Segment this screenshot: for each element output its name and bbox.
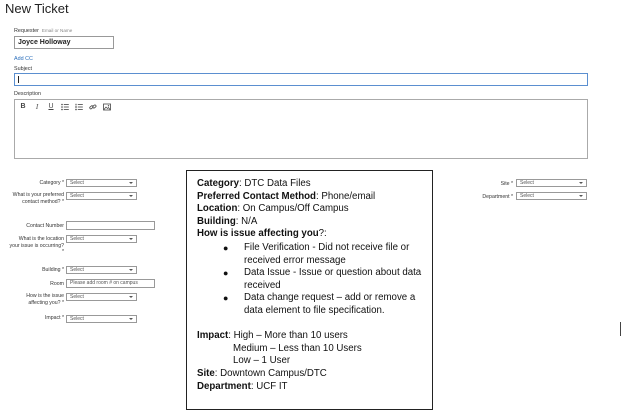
category-label: Category * xyxy=(39,180,64,186)
issue-affecting-select[interactable]: Select xyxy=(66,293,137,301)
info-impact-medium: Medium – Less than 10 Users xyxy=(233,342,362,354)
contact-number-input[interactable] xyxy=(66,221,155,230)
impact-label: Impact * xyxy=(44,315,64,321)
requester-hint: Email or Name xyxy=(41,28,73,33)
site-label: Site * xyxy=(500,181,513,187)
category-select[interactable]: Select xyxy=(66,179,137,187)
department-select[interactable]: Select xyxy=(516,192,587,200)
department-label: Department * xyxy=(482,194,513,200)
requester-label: Requester Email or Name xyxy=(14,28,73,34)
link-icon[interactable] xyxy=(89,103,97,111)
contact-method-label: What is your preferred contact method? * xyxy=(12,192,64,205)
image-icon[interactable] xyxy=(103,103,111,111)
chevron-down-icon xyxy=(129,238,133,240)
building-label: Building * xyxy=(42,267,64,273)
chevron-down-icon xyxy=(579,195,583,197)
chevron-down-icon xyxy=(129,182,133,184)
add-cc-link[interactable]: Add CC xyxy=(14,56,33,62)
issue-affecting-label: How is the issue affecting you? * xyxy=(26,293,64,306)
info-impact-line: Impact: High – More than 10 users xyxy=(197,330,348,342)
location-select[interactable]: Select xyxy=(66,235,137,243)
room-label: Room xyxy=(50,281,64,287)
subject-input[interactable] xyxy=(14,73,588,86)
chevron-down-icon xyxy=(129,318,133,320)
site-select[interactable]: Select xyxy=(516,179,587,187)
info-category-line: Category: DTC Data Files xyxy=(197,178,311,189)
editor-toolbar xyxy=(19,102,111,112)
bullet-icon: ● xyxy=(223,268,229,279)
info-affecting-line: How is issue affecting you?: xyxy=(197,228,327,240)
chevron-down-icon xyxy=(129,269,133,271)
info-impact-low: Low – 1 User xyxy=(233,355,291,367)
chevron-down-icon xyxy=(129,195,133,197)
location-label: What is the location your issue is occurring? * xyxy=(9,236,64,256)
list-item: ● File Verification - Did not receive file or received error message xyxy=(223,241,410,266)
numbered-list-icon[interactable] xyxy=(75,103,83,111)
affecting-bullet-list xyxy=(197,242,432,318)
bold-button[interactable]: B xyxy=(20,103,26,110)
bullet-list-icon[interactable] xyxy=(61,103,69,111)
list-item: ● Data change request – add or remove a data element to file specification. xyxy=(223,292,416,316)
bullet-icon: ● xyxy=(223,293,229,304)
page-title: New Ticket xyxy=(5,1,69,16)
info-building-line: Building: N/A xyxy=(197,215,258,227)
info-site-line: Site: Downtown Campus/DTC xyxy=(197,367,327,379)
list-item: ● Data Issue - Issue or question about data received xyxy=(223,267,422,291)
contact-number-label: Contact Number xyxy=(26,223,64,229)
underline-button[interactable]: U xyxy=(48,103,54,110)
impact-select[interactable]: Select xyxy=(66,315,137,323)
italic-button[interactable]: I xyxy=(35,103,39,111)
info-contact-line: Preferred Contact Method: Phone/email xyxy=(197,190,376,202)
text-caret xyxy=(18,76,19,83)
scroll-marker xyxy=(620,322,621,336)
room-input[interactable]: Please add room # on campus xyxy=(66,279,155,288)
requester-field[interactable]: Joyce Holloway xyxy=(14,36,114,49)
bullet-icon: ● xyxy=(223,242,229,253)
info-department-line: Department: UCF IT xyxy=(197,380,288,392)
description-editor[interactable] xyxy=(14,99,588,159)
contact-method-select[interactable]: Select xyxy=(66,192,137,200)
subject-label: Subject xyxy=(14,66,32,72)
info-location-line: Location: On Campus/Off Campus xyxy=(197,203,349,215)
chevron-down-icon xyxy=(129,296,133,298)
description-label: Description xyxy=(14,91,41,97)
building-select[interactable]: Select xyxy=(66,266,137,274)
instructions-box xyxy=(186,170,433,410)
chevron-down-icon xyxy=(579,182,583,184)
